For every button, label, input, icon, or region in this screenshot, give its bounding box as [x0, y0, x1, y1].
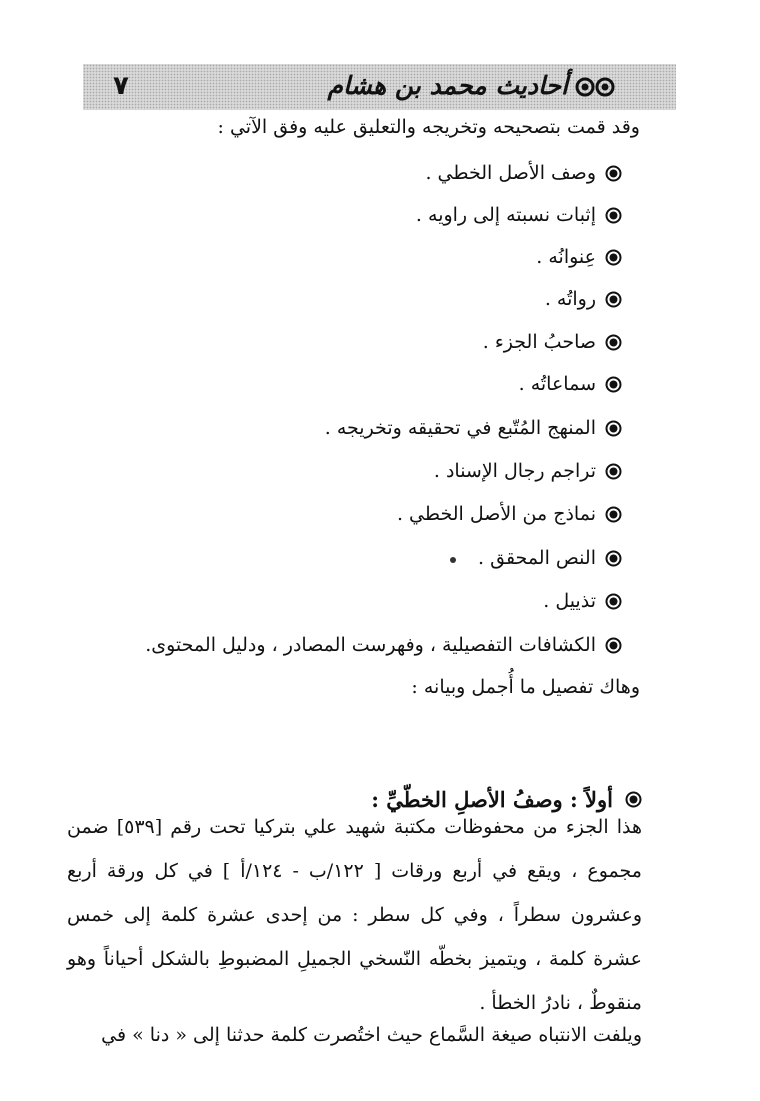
- outro-line: وهاك تفصيل ما أُجمل وبيانه :: [411, 676, 640, 698]
- list-item-text: تذييل .: [543, 590, 596, 612]
- list-item-text: رواتُه .: [544, 288, 596, 310]
- list-item: [325, 413, 622, 443]
- book-title: أحاديث محمد بن هشام: [327, 71, 568, 100]
- list-item-text: إثبات نسبته إلى راويه .: [415, 204, 596, 226]
- bullet-icon: [605, 637, 622, 654]
- bullet-icon: [605, 420, 622, 437]
- list-item: [416, 200, 622, 230]
- list-item-text: النص المحقق .: [478, 547, 596, 569]
- list-item: [434, 456, 622, 486]
- list-item-text: نماذج من الأصل الخطي .: [396, 503, 596, 525]
- list-item-text: صاحبُ الجزء .: [482, 331, 596, 353]
- list-item: [145, 630, 622, 660]
- bullet-icon: [605, 249, 622, 266]
- list-item: [543, 586, 622, 616]
- bullet-icon: [605, 463, 622, 480]
- list-item: [536, 242, 622, 272]
- list-item-text: سماعاتُه .: [518, 373, 596, 395]
- bullet-icon: [605, 376, 622, 393]
- bullet-icon: [605, 207, 622, 224]
- bullet-icon: [605, 506, 622, 523]
- bullet-icon: [605, 550, 622, 567]
- list-item-text: المنهج المُتّبع في تحقيقه وتخريجه .: [324, 417, 596, 439]
- bullet-icon: [605, 593, 622, 610]
- list-item: [519, 369, 622, 399]
- bullet-icon: [605, 291, 622, 308]
- bullet-icon: [605, 334, 622, 351]
- section-title: أولاً : وصفُ الأصلِ الخطّيِّ :: [371, 787, 613, 812]
- list-item: [425, 158, 622, 188]
- list-item-text: عِنوانُه .: [536, 246, 596, 268]
- list-item: [545, 284, 622, 314]
- bullet-icon: [605, 165, 622, 182]
- continuation-paragraph: ويلفت الانتباه صيغة السَّماع حيث اختُصرت كلمة حدثنا إلى « دنا » في: [101, 1024, 642, 1046]
- intro-line: وقد قمت بتصحيحه وتخريجه والتعليق عليه وفق الآتي :: [217, 116, 640, 138]
- list-item-text: وصف الأصل الخطي .: [425, 162, 596, 184]
- page-number: ٧: [113, 71, 129, 101]
- list-item: [397, 499, 622, 529]
- list-item-text: تراجم رجال الإسناد .: [433, 460, 596, 482]
- list-item: [478, 543, 622, 573]
- list-item: [483, 327, 622, 357]
- description-paragraph: هذا الجزء من محفوظات مكتبة شهيد علي بتركيا تحت رقم [٥٣٩] ضمن مجموع ، ويقع في أربع ورقات [ ١٢٢/ب - ١٢٤/أ ] في كل ورقة أربع وعشرون سطراً ، وفي كل سطر : من إحدى عشرة كلمة إلى خمس عشرة كلمة ، ويتميز بخطّه النّسخي الجميلِ المضبوطِ بالشكل أحياناً وهو منقوطٌ ، نادرُ الخطأ .: [67, 816, 642, 1014]
- list-item-text: الكشافات التفصيلية ، وفهرست المصادر ، ودليل المحتوى.: [145, 634, 596, 656]
- print-speck: [450, 557, 456, 563]
